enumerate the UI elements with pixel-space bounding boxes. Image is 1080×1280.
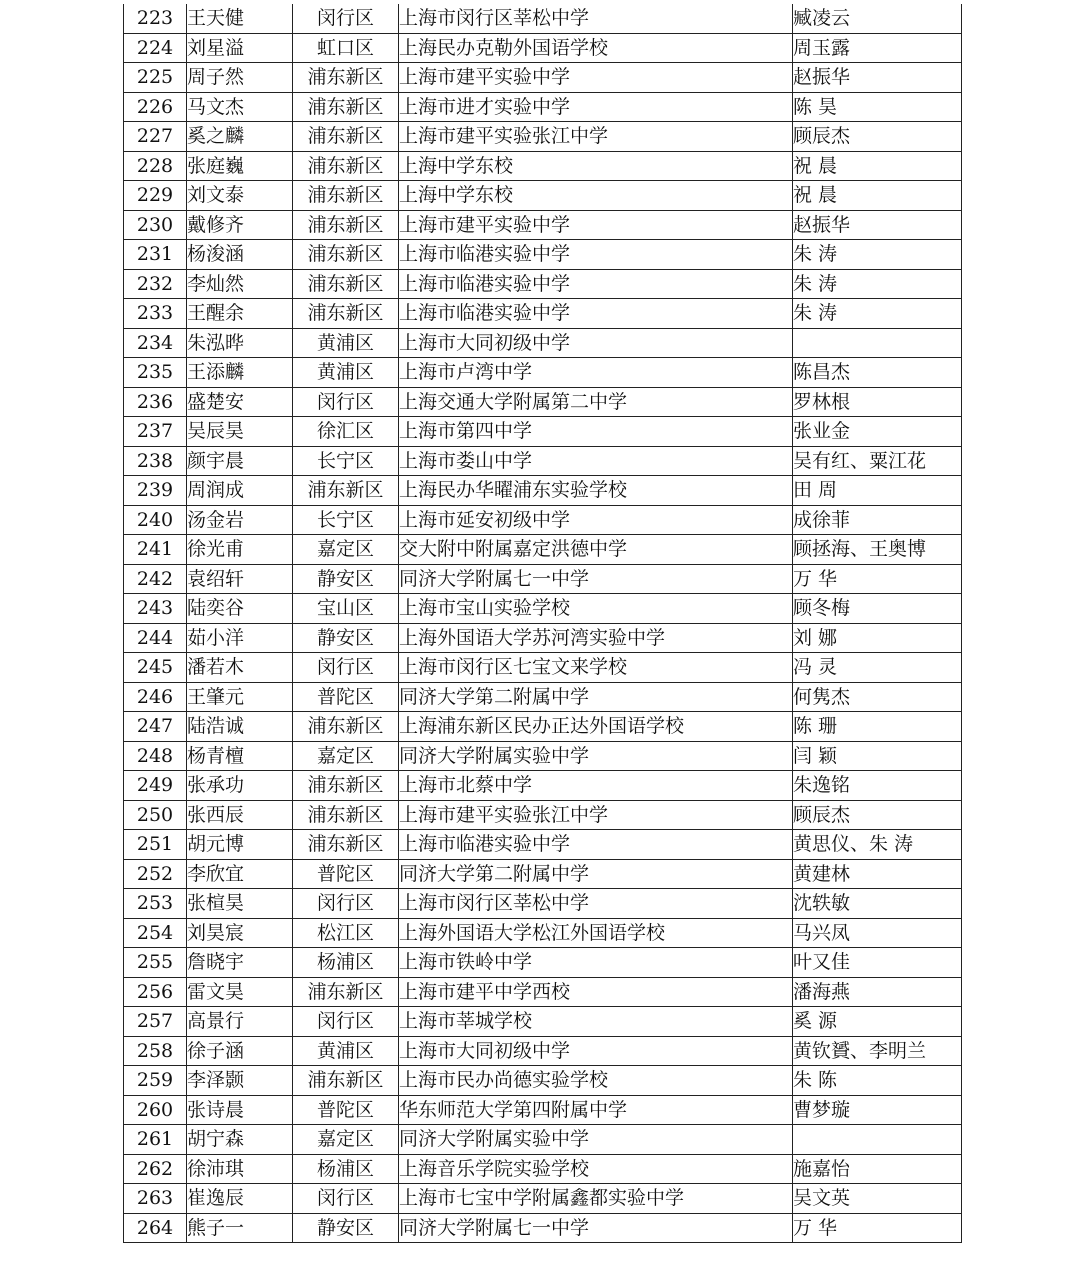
table-row: [124, 122, 962, 152]
school-cell: 上海市建平实验张江中学: [399, 122, 793, 152]
row-number-cell: 249: [124, 771, 187, 801]
school-cell: 上海市七宝中学附属鑫都实验中学: [399, 1184, 793, 1214]
table-row: [124, 948, 962, 978]
district-cell: 浦东新区: [293, 800, 399, 830]
school-cell: 上海市铁岭中学: [399, 948, 793, 978]
teacher-cell: 朱逸铭: [793, 771, 962, 801]
student-name-cell: 盛楚安: [187, 387, 293, 417]
district-cell: 徐汇区: [293, 417, 399, 447]
district-cell: 浦东新区: [293, 92, 399, 122]
student-name-cell: 李欣宜: [187, 859, 293, 889]
table-row: [124, 4, 962, 33]
teacher-cell: 赵振华: [793, 210, 962, 240]
district-cell: 浦东新区: [293, 210, 399, 240]
table-row: [124, 476, 962, 506]
district-cell: 浦东新区: [293, 977, 399, 1007]
award-list-body: [124, 4, 962, 1243]
school-cell: 上海市民办尚德实验学校: [399, 1066, 793, 1096]
school-cell: 上海市临港实验中学: [399, 299, 793, 329]
district-cell: 嘉定区: [293, 1125, 399, 1155]
row-number-cell: 246: [124, 682, 187, 712]
district-cell: 闵行区: [293, 387, 399, 417]
district-cell: 静安区: [293, 1213, 399, 1243]
teacher-cell: 祝 晨: [793, 181, 962, 211]
school-cell: 上海市临港实验中学: [399, 240, 793, 270]
school-cell: 同济大学附属七一中学: [399, 1213, 793, 1243]
student-name-cell: 张西辰: [187, 800, 293, 830]
table-row: [124, 269, 962, 299]
table-row: [124, 446, 962, 476]
school-cell: 上海浦东新区民办正达外国语学校: [399, 712, 793, 742]
teacher-cell: 施嘉怡: [793, 1154, 962, 1184]
school-cell: 上海市建平实验中学: [399, 63, 793, 93]
teacher-cell: 顾辰杰: [793, 122, 962, 152]
row-number-cell: 230: [124, 210, 187, 240]
student-name-cell: 胡宁森: [187, 1125, 293, 1155]
school-cell: 上海民办克勒外国语学校: [399, 33, 793, 63]
district-cell: 嘉定区: [293, 535, 399, 565]
student-name-cell: 詹晓宇: [187, 948, 293, 978]
table-row: [124, 151, 962, 181]
student-name-cell: 周子然: [187, 63, 293, 93]
teacher-cell: 顾冬梅: [793, 594, 962, 624]
row-number-cell: 264: [124, 1213, 187, 1243]
district-cell: 长宁区: [293, 446, 399, 476]
teacher-cell: 成徐菲: [793, 505, 962, 535]
school-cell: 上海市第四中学: [399, 417, 793, 447]
school-cell: 上海外国语大学苏河湾实验中学: [399, 623, 793, 653]
teacher-cell: 吴文英: [793, 1184, 962, 1214]
school-cell: 上海市临港实验中学: [399, 830, 793, 860]
teacher-cell: 顾辰杰: [793, 800, 962, 830]
district-cell: 长宁区: [293, 505, 399, 535]
row-number-cell: 226: [124, 92, 187, 122]
district-cell: 静安区: [293, 623, 399, 653]
row-number-cell: 227: [124, 122, 187, 152]
row-number-cell: 263: [124, 1184, 187, 1214]
teacher-cell: 黄建林: [793, 859, 962, 889]
teacher-cell: 朱 陈: [793, 1066, 962, 1096]
school-cell: 上海市娄山中学: [399, 446, 793, 476]
row-number-cell: 225: [124, 63, 187, 93]
district-cell: 嘉定区: [293, 741, 399, 771]
student-name-cell: 张庭巍: [187, 151, 293, 181]
school-cell: 上海市莘城学校: [399, 1007, 793, 1037]
district-cell: 浦东新区: [293, 151, 399, 181]
teacher-cell: 万 华: [793, 564, 962, 594]
table-row: [124, 299, 962, 329]
district-cell: 浦东新区: [293, 299, 399, 329]
student-name-cell: 崔逸辰: [187, 1184, 293, 1214]
school-cell: 上海市北蔡中学: [399, 771, 793, 801]
student-name-cell: 徐子涵: [187, 1036, 293, 1066]
district-cell: 静安区: [293, 564, 399, 594]
district-cell: 宝山区: [293, 594, 399, 624]
table-row: [124, 1154, 962, 1184]
teacher-cell: 朱 涛: [793, 299, 962, 329]
row-number-cell: 262: [124, 1154, 187, 1184]
student-name-cell: 袁绍轩: [187, 564, 293, 594]
student-name-cell: 刘星溢: [187, 33, 293, 63]
student-name-cell: 王醒余: [187, 299, 293, 329]
row-number-cell: 234: [124, 328, 187, 358]
table-row: [124, 240, 962, 270]
teacher-cell: 冯 灵: [793, 653, 962, 683]
school-cell: 上海市闵行区莘松中学: [399, 4, 793, 33]
district-cell: 浦东新区: [293, 122, 399, 152]
table-row: [124, 830, 962, 860]
table-row: [124, 358, 962, 388]
table-row: [124, 564, 962, 594]
teacher-cell: 顾拯海、王奥博: [793, 535, 962, 565]
teacher-cell: [793, 328, 962, 358]
district-cell: 浦东新区: [293, 1066, 399, 1096]
table-row: [124, 1036, 962, 1066]
student-name-cell: 杨青檀: [187, 741, 293, 771]
school-cell: 上海交通大学附属第二中学: [399, 387, 793, 417]
teacher-cell: 何隽杰: [793, 682, 962, 712]
teacher-cell: 万 华: [793, 1213, 962, 1243]
school-cell: 交大附中附属嘉定洪德中学: [399, 535, 793, 565]
district-cell: 浦东新区: [293, 712, 399, 742]
student-name-cell: 茹小洋: [187, 623, 293, 653]
student-name-cell: 刘文泰: [187, 181, 293, 211]
teacher-cell: 黄思仪、朱 涛: [793, 830, 962, 860]
row-number-cell: 224: [124, 33, 187, 63]
table-row: [124, 653, 962, 683]
table-row: [124, 1184, 962, 1214]
teacher-cell: 朱 涛: [793, 240, 962, 270]
school-cell: 上海音乐学院实验学校: [399, 1154, 793, 1184]
table-row: [124, 1095, 962, 1125]
table-row: [124, 387, 962, 417]
row-number-cell: 240: [124, 505, 187, 535]
student-name-cell: 周润成: [187, 476, 293, 506]
teacher-cell: 陈 昊: [793, 92, 962, 122]
row-number-cell: 252: [124, 859, 187, 889]
row-number-cell: 250: [124, 800, 187, 830]
teacher-cell: 祝 晨: [793, 151, 962, 181]
teacher-cell: 沈轶敏: [793, 889, 962, 919]
district-cell: 松江区: [293, 918, 399, 948]
district-cell: 闵行区: [293, 889, 399, 919]
school-cell: 上海市进才实验中学: [399, 92, 793, 122]
student-name-cell: 陆浩诚: [187, 712, 293, 742]
district-cell: 浦东新区: [293, 181, 399, 211]
table-row: [124, 210, 962, 240]
student-name-cell: 李灿然: [187, 269, 293, 299]
table-row: [124, 1125, 962, 1155]
table-row: [124, 918, 962, 948]
teacher-cell: 刘 娜: [793, 623, 962, 653]
student-name-cell: 戴修齐: [187, 210, 293, 240]
row-number-cell: 247: [124, 712, 187, 742]
student-name-cell: 朱泓晔: [187, 328, 293, 358]
student-name-cell: 高景行: [187, 1007, 293, 1037]
school-cell: 上海中学东校: [399, 181, 793, 211]
row-number-cell: 251: [124, 830, 187, 860]
row-number-cell: 241: [124, 535, 187, 565]
student-name-cell: 张诗晨: [187, 1095, 293, 1125]
table-row: [124, 328, 962, 358]
row-number-cell: 235: [124, 358, 187, 388]
teacher-cell: 奚 源: [793, 1007, 962, 1037]
school-cell: 同济大学附属实验中学: [399, 741, 793, 771]
school-cell: 上海外国语大学松江外国语学校: [399, 918, 793, 948]
table-row: [124, 181, 962, 211]
school-cell: 上海市临港实验中学: [399, 269, 793, 299]
district-cell: 浦东新区: [293, 63, 399, 93]
district-cell: 闵行区: [293, 4, 399, 33]
student-name-cell: 奚之麟: [187, 122, 293, 152]
district-cell: 黄浦区: [293, 328, 399, 358]
row-number-cell: 245: [124, 653, 187, 683]
school-cell: 同济大学附属七一中学: [399, 564, 793, 594]
row-number-cell: 229: [124, 181, 187, 211]
row-number-cell: 238: [124, 446, 187, 476]
student-name-cell: 陆奕谷: [187, 594, 293, 624]
row-number-cell: 258: [124, 1036, 187, 1066]
school-cell: 上海市卢湾中学: [399, 358, 793, 388]
student-name-cell: 王天健: [187, 4, 293, 33]
teacher-cell: 黄钦贇、李明兰: [793, 1036, 962, 1066]
table-row: [124, 712, 962, 742]
district-cell: 闵行区: [293, 1007, 399, 1037]
teacher-cell: 叶又佳: [793, 948, 962, 978]
row-number-cell: 256: [124, 977, 187, 1007]
student-name-cell: 李泽颢: [187, 1066, 293, 1096]
district-cell: 浦东新区: [293, 240, 399, 270]
school-cell: 同济大学附属实验中学: [399, 1125, 793, 1155]
student-name-cell: 吴辰昊: [187, 417, 293, 447]
row-number-cell: 254: [124, 918, 187, 948]
student-name-cell: 徐沛琪: [187, 1154, 293, 1184]
district-cell: 虹口区: [293, 33, 399, 63]
table-row: [124, 33, 962, 63]
row-number-cell: 232: [124, 269, 187, 299]
student-name-cell: 胡元博: [187, 830, 293, 860]
school-cell: 上海民办华曜浦东实验学校: [399, 476, 793, 506]
row-number-cell: 259: [124, 1066, 187, 1096]
table-row: [124, 63, 962, 93]
table-row: [124, 1213, 962, 1243]
row-number-cell: 236: [124, 387, 187, 417]
teacher-cell: 罗林根: [793, 387, 962, 417]
table-row: [124, 1066, 962, 1096]
student-name-cell: 颜宇晨: [187, 446, 293, 476]
district-cell: 普陀区: [293, 1095, 399, 1125]
student-name-cell: 徐光甫: [187, 535, 293, 565]
school-cell: 上海市建平实验中学: [399, 210, 793, 240]
row-number-cell: 242: [124, 564, 187, 594]
table-row: [124, 741, 962, 771]
school-cell: 上海市建平中学西校: [399, 977, 793, 1007]
school-cell: 上海市延安初级中学: [399, 505, 793, 535]
row-number-cell: 223: [124, 4, 187, 33]
district-cell: 黄浦区: [293, 358, 399, 388]
table-row: [124, 92, 962, 122]
row-number-cell: 260: [124, 1095, 187, 1125]
student-name-cell: 马文杰: [187, 92, 293, 122]
row-number-cell: 257: [124, 1007, 187, 1037]
student-name-cell: 雷文昊: [187, 977, 293, 1007]
school-cell: 上海市大同初级中学: [399, 328, 793, 358]
table-row: [124, 623, 962, 653]
teacher-cell: 朱 涛: [793, 269, 962, 299]
student-name-cell: 熊子一: [187, 1213, 293, 1243]
teacher-cell: 吴有红、粟江花: [793, 446, 962, 476]
teacher-cell: 陈昌杰: [793, 358, 962, 388]
school-cell: 同济大学第二附属中学: [399, 682, 793, 712]
table-row: [124, 800, 962, 830]
row-number-cell: 237: [124, 417, 187, 447]
district-cell: 杨浦区: [293, 948, 399, 978]
table-row: [124, 505, 962, 535]
district-cell: 黄浦区: [293, 1036, 399, 1066]
teacher-cell: 陈 珊: [793, 712, 962, 742]
row-number-cell: 233: [124, 299, 187, 329]
table-row: [124, 535, 962, 565]
student-name-cell: 潘若木: [187, 653, 293, 683]
student-name-cell: 杨浚涵: [187, 240, 293, 270]
district-cell: 浦东新区: [293, 269, 399, 299]
district-cell: 浦东新区: [293, 476, 399, 506]
table-row: [124, 889, 962, 919]
row-number-cell: 255: [124, 948, 187, 978]
student-name-cell: 王肇元: [187, 682, 293, 712]
school-cell: 上海市闵行区莘松中学: [399, 889, 793, 919]
table-row: [124, 682, 962, 712]
table-row: [124, 859, 962, 889]
row-number-cell: 248: [124, 741, 187, 771]
district-cell: 浦东新区: [293, 830, 399, 860]
row-number-cell: 239: [124, 476, 187, 506]
school-cell: 上海市大同初级中学: [399, 1036, 793, 1066]
district-cell: 闵行区: [293, 1184, 399, 1214]
row-number-cell: 253: [124, 889, 187, 919]
district-cell: 浦东新区: [293, 771, 399, 801]
teacher-cell: 闫 颖: [793, 741, 962, 771]
table-row: [124, 594, 962, 624]
teacher-cell: 赵振华: [793, 63, 962, 93]
row-number-cell: 244: [124, 623, 187, 653]
teacher-cell: 田 周: [793, 476, 962, 506]
school-cell: 同济大学第二附属中学: [399, 859, 793, 889]
student-name-cell: 刘昊宸: [187, 918, 293, 948]
teacher-cell: 臧凌云: [793, 4, 962, 33]
row-number-cell: 231: [124, 240, 187, 270]
table-row: [124, 1007, 962, 1037]
school-cell: 华东师范大学第四附属中学: [399, 1095, 793, 1125]
row-number-cell: 243: [124, 594, 187, 624]
teacher-cell: 张业金: [793, 417, 962, 447]
row-number-cell: 228: [124, 151, 187, 181]
table-row: [124, 771, 962, 801]
teacher-cell: 潘海燕: [793, 977, 962, 1007]
teacher-cell: 曹梦璇: [793, 1095, 962, 1125]
school-cell: 上海市宝山实验学校: [399, 594, 793, 624]
row-number-cell: 261: [124, 1125, 187, 1155]
teacher-cell: [793, 1125, 962, 1155]
table-row: [124, 417, 962, 447]
district-cell: 闵行区: [293, 653, 399, 683]
student-name-cell: 汤金岩: [187, 505, 293, 535]
district-cell: 杨浦区: [293, 1154, 399, 1184]
student-name-cell: 张楦昊: [187, 889, 293, 919]
table-row: [124, 977, 962, 1007]
student-name-cell: 张承功: [187, 771, 293, 801]
district-cell: 普陀区: [293, 682, 399, 712]
student-name-cell: 王添麟: [187, 358, 293, 388]
teacher-cell: 马兴凤: [793, 918, 962, 948]
award-list-table: [123, 4, 962, 1243]
teacher-cell: 周玉露: [793, 33, 962, 63]
school-cell: 上海市闵行区七宝文来学校: [399, 653, 793, 683]
school-cell: 上海中学东校: [399, 151, 793, 181]
district-cell: 普陀区: [293, 859, 399, 889]
school-cell: 上海市建平实验张江中学: [399, 800, 793, 830]
